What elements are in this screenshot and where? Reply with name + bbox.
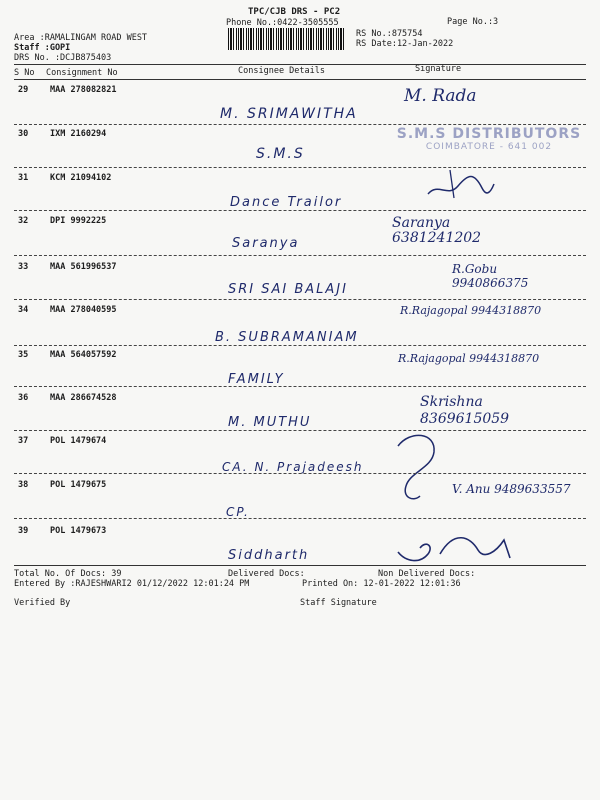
staff-label: Staff :GOPI (14, 43, 71, 53)
non-delivered-docs: Non Delivered Docs: (378, 569, 476, 579)
row-signature: Saranya 6381241202 (392, 215, 482, 246)
verified-by: Verified By (14, 598, 71, 608)
row-divider (14, 299, 586, 300)
row-consignment: POL 1479675 (50, 480, 107, 490)
row-consignment: MAA 286674528 (50, 393, 117, 403)
printed-on: Printed On: 12-01-2022 12:01:36 (302, 579, 461, 589)
rs-date: RS Date:12-Jan-2022 (356, 39, 454, 49)
row-divider (14, 430, 586, 431)
row-consignee-handwritten: M. MUTHU (228, 415, 312, 430)
column-consignment: Consignment No (46, 68, 118, 78)
row-consignee-handwritten: Dance Trailor (230, 195, 343, 210)
row-divider (14, 124, 586, 125)
row-sno: 32 (18, 216, 29, 226)
row-consignment: MAA 561996537 (50, 262, 117, 272)
header-rule-top (14, 64, 586, 65)
row-divider (14, 167, 586, 168)
row-sno: 36 (18, 393, 29, 403)
delivered-docs: Delivered Docs: (228, 569, 305, 579)
column-consignee: Consignee Details (238, 66, 325, 76)
row-sno: 34 (18, 305, 29, 315)
row-consignee-handwritten: CP. (226, 505, 250, 519)
row-divider (14, 386, 586, 387)
row-consignee-handwritten: M. SRIMAWITHA (220, 106, 358, 122)
row-sno: 35 (18, 350, 29, 360)
row-signature: M. Rada (404, 86, 477, 106)
row-signature: V. Anu 9489633557 (452, 482, 571, 496)
row-consignment: MAA 278040595 (50, 305, 117, 315)
page-number: Page No.:3 (447, 17, 499, 27)
total-docs: Total No. Of Docs: 39 (14, 569, 122, 579)
row-consignment: KCM 21094102 (50, 173, 112, 183)
row-signature: R.Rajagopal 9944318870 (400, 304, 542, 317)
row-sno: 33 (18, 262, 29, 272)
row-sno: 29 (18, 85, 29, 95)
row-signature-scribble (420, 164, 500, 204)
row-divider (14, 473, 586, 474)
row-sno: 38 (18, 480, 29, 490)
stamp-line-2: COIMBATORE - 641 002 (425, 142, 553, 152)
rs-number: RS No.:875754 (356, 29, 423, 39)
row-sno: 39 (18, 526, 29, 536)
row-consignee-handwritten: B. SUBRAMANIAM (215, 330, 359, 345)
row-consignee-handwritten: FAMILY (228, 372, 285, 387)
document-title: TPC/CJB DRS - PC2 (248, 7, 341, 17)
area-label: Area :RAMALINGAM ROAD WEST (14, 33, 148, 43)
stamp-line-1: S.M.S DISTRIBUTORS (396, 126, 582, 142)
header-rule-bottom (14, 79, 586, 80)
row-consignment: MAA 564057592 (50, 350, 117, 360)
row-sno: 31 (18, 173, 29, 183)
drs-number: DRS No. :DCJB875403 (14, 53, 112, 63)
row-consignment: POL 1479674 (50, 436, 107, 446)
row-consignment: POL 1479673 (50, 526, 107, 536)
row-consignment: MAA 278082821 (50, 85, 117, 95)
column-signature: Signature (415, 64, 462, 74)
row-sno: 37 (18, 436, 29, 446)
row-divider (14, 255, 586, 256)
phone-number: Phone No.:0422-3505555 (226, 18, 339, 28)
row-consignee-handwritten: SRI SAI BALAJI (228, 282, 348, 297)
row-consignee-handwritten: Siddharth (228, 548, 310, 563)
row-sno: 30 (18, 129, 29, 139)
row-consignee-handwritten: S.M.S (256, 146, 305, 162)
table-bottom-rule (14, 565, 586, 566)
row-consignee-handwritten: CA. N. Prajadeesh (222, 460, 364, 474)
row-signature-scribble (380, 426, 450, 506)
row-consignment: DPI 9992225 (50, 216, 107, 226)
row-signature: R.Rajagopal 9944318870 (398, 352, 540, 365)
entered-by: Entered By :RAJESHWARI2 01/12/2022 12:01:24 PM (14, 579, 250, 589)
row-divider (14, 345, 586, 346)
barcode (228, 28, 346, 50)
staff-signature: Staff Signature (300, 598, 377, 608)
row-divider (14, 210, 586, 211)
row-divider (14, 518, 586, 519)
row-consignee-handwritten: Saranya (232, 236, 300, 251)
row-signature: R.Gobu 9940866375 (452, 262, 529, 290)
column-sno: S No (14, 68, 35, 78)
company-stamp (396, 126, 582, 156)
row-signature-scribble (392, 522, 522, 568)
row-consignment: IXM 2160294 (50, 129, 107, 139)
row-signature: Skrishna 8369615059 (420, 394, 510, 427)
